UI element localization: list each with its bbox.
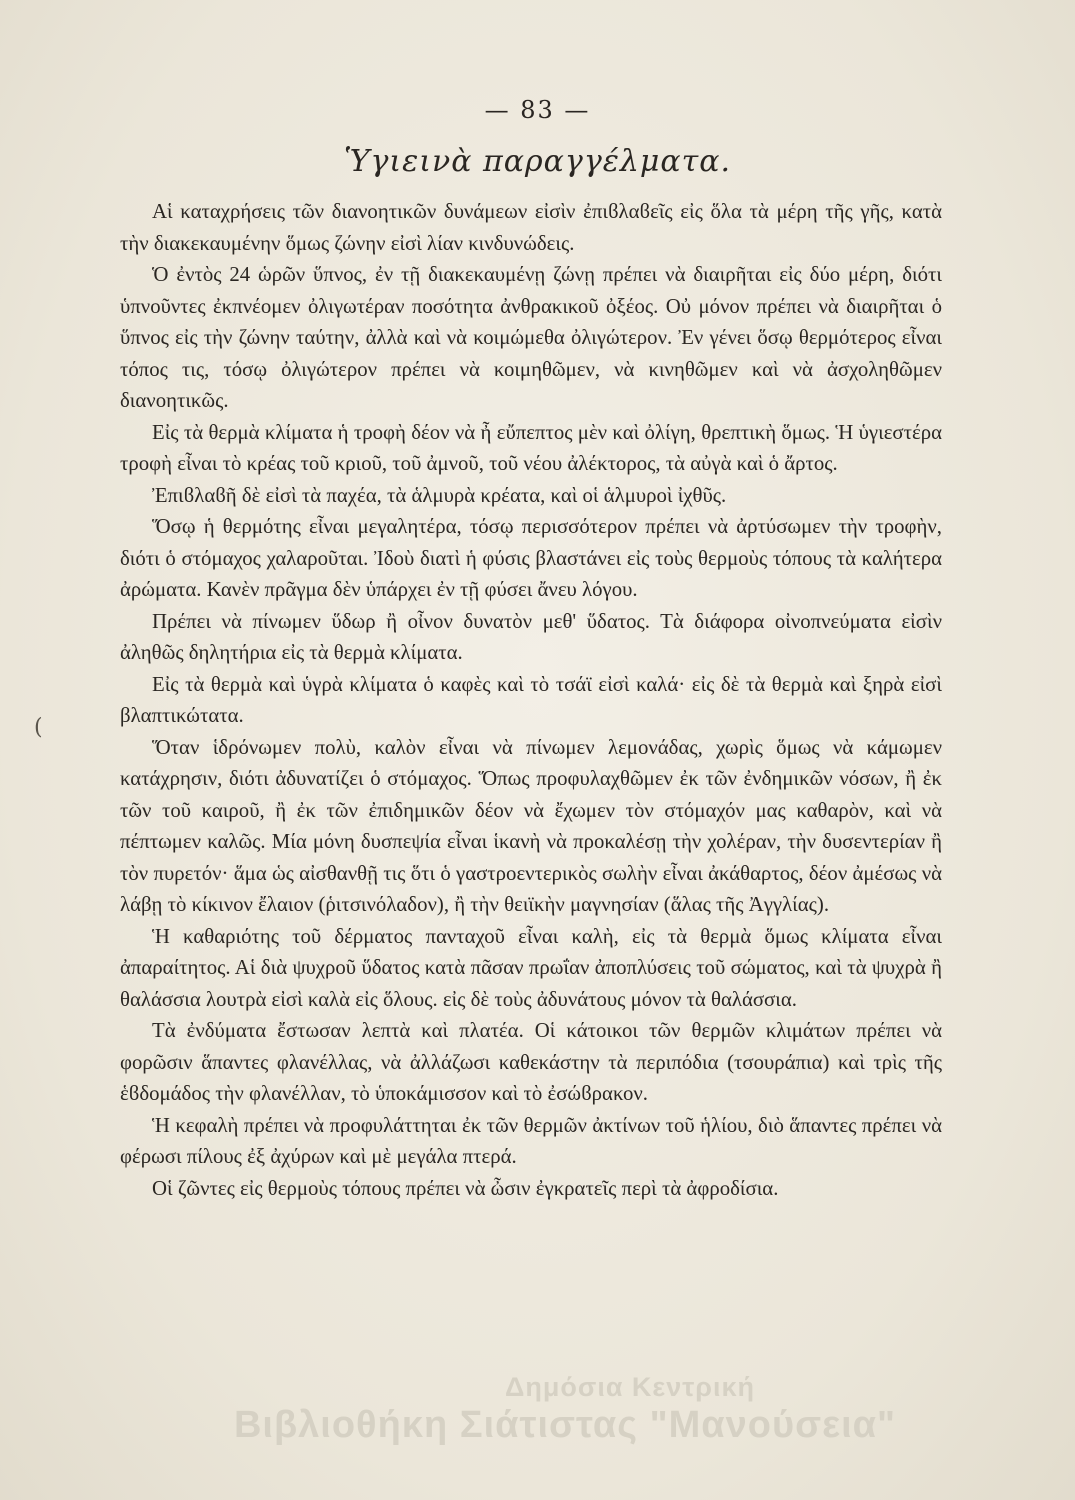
paragraph: Ὅταν ἱδρόνωμεν πολὺ, καλὸν εἶναι νὰ πίνωμεν λεμονάδας, χωρὶς ὅμως νὰ κάμωμεν κατάχρησιν, διότι ἀδυνατίζει ὁ στόμαχος. Ὅπως προφυλαχθῶμεν ἐκ τῶν ἐνδημικῶν νόσων, ἢ ἐκ τῶν τοῦ καιροῦ, ἢ ἐκ τῶν ἐπιδημικῶν δέον νὰ ἔχωμεν τὸν στόμαχόν μας καθαρὸν, καὶ νὰ πέπτωμεν καλῶς. Μία μόνη δυσπεψία εἶναι ἱκανὴ νὰ προκαλέσῃ τὴν χολέραν, τὴν δυσεντερίαν ἢ τὸν πυρετόν· ἅμα ὡς αἰσθανθῇ τις ὅτι ὁ γαστροεντερικὸς σωλὴν εἶναι ἀκάθαρτος, δέον ἀμέσως νὰ λάβῃ τὸ κίκινον ἔλαιον (ῥιτσινόλαδον), ἢ τὴν θειϊκὴν μαγνησίαν (ἅλας τῆς Ἀγγλίας). bbox=[120, 735, 942, 916]
paragraph: Πρέπει νὰ πίνωμεν ὕδωρ ἢ οἶνον δυνατὸν μεθ' ὕδατος. Τὰ διάφορα οἰνοπνεύματα εἰσὶν ἀληθῶς δηλητήρια εἰς τὰ θερμὰ κλίματα. bbox=[120, 609, 942, 664]
paragraph: Ἡ καθαριότης τοῦ δέρματος πανταχοῦ εἶναι καλὴ, εἰς τὰ θερμὰ ὅμως κλίματα εἶναι ἀπαραίτητος. Αἱ διὰ ψυχροῦ ὕδατος κατὰ πᾶσαν πρωΐαν ἀποπλύσεις τοῦ σώματος, καὶ τὰ ψυχρὰ ἢ θαλάσσια λουτρὰ εἰσὶ καλὰ εἰς ὅλους. εἰς δὲ τοὺς ἀδυνάτους μόνον τὰ θαλάσσια. bbox=[120, 924, 942, 1011]
paragraph: Οἱ ζῶντες εἰς θερμοὺς τόπους πρέπει νὰ ὦσιν ἐγκρατεῖς περὶ τὰ ἀφροδίσια. bbox=[152, 1176, 779, 1200]
paragraph: Ἡ κεφαλὴ πρέπει νὰ προφυλάττηται ἐκ τῶν θερμῶν ἀκτίνων τοῦ ἡλίου, διὸ ἅπαντες πρέπει νὰ φέρωσι πίλους ἐξ ἀχύρων καὶ μὲ μεγάλα πτερά. bbox=[120, 1113, 942, 1168]
margin-mark: ( bbox=[34, 715, 43, 740]
paragraph: Τὰ ἐνδύματα ἔστωσαν λεπτὰ καὶ πλατέα. Οἱ κάτοικοι τῶν θερμῶν κλιμάτων πρέπει νὰ φορῶσιν ἅπαντες φλανέλλας, νὰ ἀλλάζωσι καθεκάστην τὰ περιπόδια (τσουράπια) καὶ τρὶς τῆς ἑϐδομάδος τὴν φλανέλλαν, τὸ ὑποκάμισσον καὶ τὸ ἐσώϐρακον. bbox=[120, 1019, 942, 1105]
library-watermark-line2: Βιβλιοθήκη Σιάτιστας "Μανούσεια" bbox=[233, 1404, 897, 1446]
page-number: — 83 — bbox=[484, 96, 591, 124]
paragraph: Εἰς τὰ θερμὰ καὶ ὑγρὰ κλίματα ὁ καφὲς καὶ τὸ τσάϊ εἰσὶ καλά· εἰς δὲ τὰ θερμὰ καὶ ξηρὰ εἰσὶ βλαπτικώτατα. bbox=[120, 672, 942, 727]
paragraph: Αἱ καταχρήσεις τῶν διανοητικῶν δυνάμεων εἰσὶν ἐπιϐλαϐεῖς εἰς ὅλα τὰ μέρη τῆς γῆς, κατὰ τὴν διακεκαυμένην ὅμως ζώνην εἰσὶ λίαν κινδυνώδεις. bbox=[120, 200, 942, 255]
page-title: Ὑγιεινὰ παραγγέλματα. bbox=[343, 144, 732, 179]
body-text bbox=[120, 196, 942, 1204]
paragraph: Ἐπιϐλαϐῆ δὲ εἰσὶ τὰ παχέα, τὰ ἁλμυρὰ κρέατα, καὶ οἱ ἁλμυροὶ ἰχθῦς. bbox=[152, 483, 727, 507]
paragraph: Εἰς τὰ θερμὰ κλίματα ἡ τροφὴ δέον νὰ ἦ εὔπεπτος μὲν καὶ ὀλίγη, θρεπτικὴ ὅμως. Ἡ ὑγιεστέρα τροφὴ εἶναι τὸ κρέας τοῦ κριοῦ, τοῦ ἀμνοῦ, τοῦ νέου ἀλέκτορος, τὰ αὐγὰ καὶ ὁ ἄρτος. bbox=[120, 420, 942, 475]
paragraph: Ὁ ἐντὸς 24 ὡρῶν ὕπνος, ἐν τῇ διακεκαυμένῃ ζώνῃ πρέπει νὰ διαιρῆται εἰς δύο μέρη, διότι ὑπνοῦντες ἐκπνέομεν ὀλιγωτέραν ποσότητα ἀνθρακικοῦ ὀξέος. Οὐ μόνον πρέπει νὰ διαιρῆται ὁ ὕπνος εἰς τὴν ζώνην ταύτην, ἀλλὰ καὶ νὰ κοιμώμεθα ὀλιγώτερον. Ἐν γένει ὅσῳ θερμότερος εἶναι τόπος τις, τόσῳ ὀλιγώτερον πρέπει νὰ κοιμηθῶμεν, νὰ κινηθῶμεν καὶ νὰ ἀσχοληθῶμεν διανοητικῶς. bbox=[120, 263, 942, 412]
paragraph: Ὅσῳ ἡ θερμότης εἶναι μεγαλητέρα, τόσῳ περισσότερον πρέπει νὰ ἀρτύσωμεν τὴν τροφὴν, διότι ὁ στόμαχος χαλαροῦται. Ἰδοὺ διατὶ ἡ φύσις βλαστάνει εἰς τοὺς θερμοὺς τόπους τὰ καλήτερα ἀρώματα. Κανὲν πρᾶγμα δὲν ὑπάρχει ἐν τῇ φύσει ἄνευ λόγου. bbox=[120, 515, 942, 601]
library-watermark-line1: Δημόσια Κεντρική bbox=[504, 1372, 756, 1402]
